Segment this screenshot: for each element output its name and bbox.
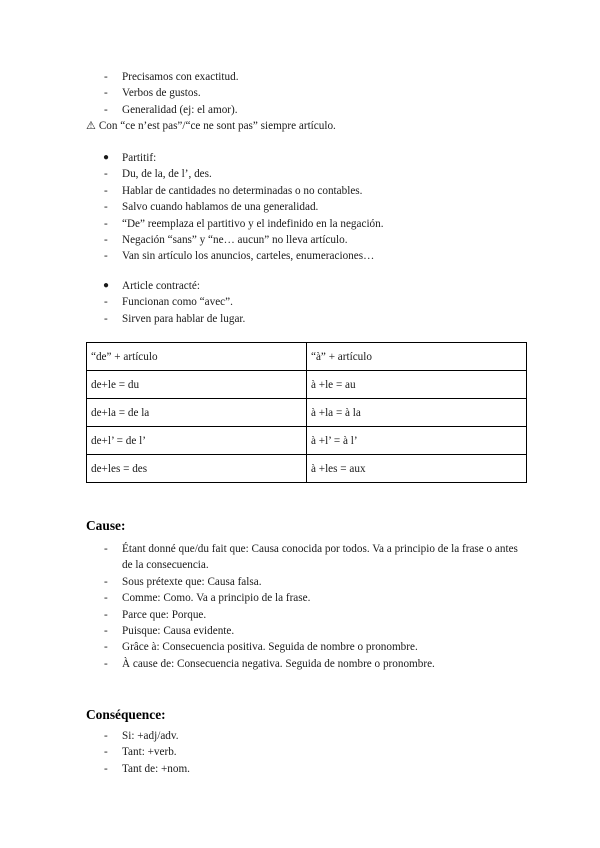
contracte-label: Article contracté: — [122, 280, 200, 292]
list-item: - Verbos de gustos. — [0, 85, 530, 101]
table-row — [87, 371, 527, 399]
list-item: - Si: +adj/adv. — [0, 728, 530, 744]
cause-list — [0, 541, 530, 672]
contracte-bullet — [0, 278, 530, 294]
list-item: - Parce que: Porque. — [0, 607, 530, 623]
list-item: - Van sin artículo los anuncios, carteles, enumeraciones… — [0, 248, 530, 264]
list-item: - Comme: Como. Va a principio de la frase. — [0, 590, 530, 606]
table-cell: “de” + artículo — [87, 343, 307, 371]
consequence-block — [0, 728, 530, 777]
list-item: - Puisque: Causa evidente. — [0, 623, 530, 639]
consequence-heading: Conséquence: — [86, 707, 166, 722]
article-table — [86, 342, 527, 483]
table-row — [87, 455, 527, 483]
list-item: - Tant de: +nom. — [0, 761, 530, 777]
list-item: - Étant donné que/du fait que: Causa conocida por todos. Va a principio de la frase o antes de la consecuencia. — [0, 541, 530, 574]
table-cell: à +le = au — [307, 371, 527, 399]
list-item: - Salvo cuando hablamos de una generalidad. — [0, 199, 530, 215]
consequence-list — [0, 728, 530, 777]
partitif-list — [0, 166, 530, 264]
list-item: - Tant: +verb. — [0, 744, 530, 760]
table-row — [87, 343, 527, 371]
usage-list — [0, 69, 530, 118]
list-item: - Funcionan como “avec”. — [0, 294, 530, 310]
cause-block — [0, 541, 530, 672]
list-item: - Precisamos con exactitud. — [0, 69, 530, 85]
partitif-bullet — [0, 150, 530, 166]
table-cell: à +la = à la — [307, 399, 527, 427]
list-item: - Hablar de cantidades no determinadas o no contables. — [0, 183, 530, 199]
table-cell: “à” + artículo — [307, 343, 527, 371]
list-item: - Generalidad (ej: el amor). — [0, 102, 530, 118]
list-item: - Sous prétexte que: Causa falsa. — [0, 574, 530, 590]
partitif-label: Partitif: — [122, 152, 157, 164]
bullet-dot-icon: ● — [103, 152, 110, 163]
list-item: - À cause de: Consecuencia negativa. Seguida de nombre o pronombre. — [0, 656, 530, 672]
table-row — [87, 427, 527, 455]
cause-heading: Cause: — [86, 518, 126, 533]
contracte-list — [0, 294, 530, 327]
warning-note: ⚠ Con “ce n’est pas”/“ce ne sont pas” siempre artículo. — [86, 120, 336, 133]
list-item: - “De” reemplaza el partitivo y el indefinido en la negación. — [0, 216, 530, 232]
partitif-block — [0, 150, 530, 265]
table-row — [87, 399, 527, 427]
bullet-dot-icon: ● — [103, 280, 110, 291]
list-item: - Sirven para hablar de lugar. — [0, 311, 530, 327]
table-cell: de+le = du — [87, 371, 307, 399]
table-cell: de+l’ = de l’ — [87, 427, 307, 455]
table-cell: à +les = aux — [307, 455, 527, 483]
list-item: - Grâce à: Consecuencia positiva. Seguida de nombre o pronombre. — [0, 639, 530, 655]
list-item: - Du, de la, de l’, des. — [0, 166, 530, 182]
generalidad-block — [0, 69, 530, 135]
table-cell: de+les = des — [87, 455, 307, 483]
contracte-block — [0, 278, 530, 327]
table-cell: à +l’ = à l’ — [307, 427, 527, 455]
table-cell: de+la = de la — [87, 399, 307, 427]
list-item: - Negación “sans” y “ne… aucun” no lleva artículo. — [0, 232, 530, 248]
